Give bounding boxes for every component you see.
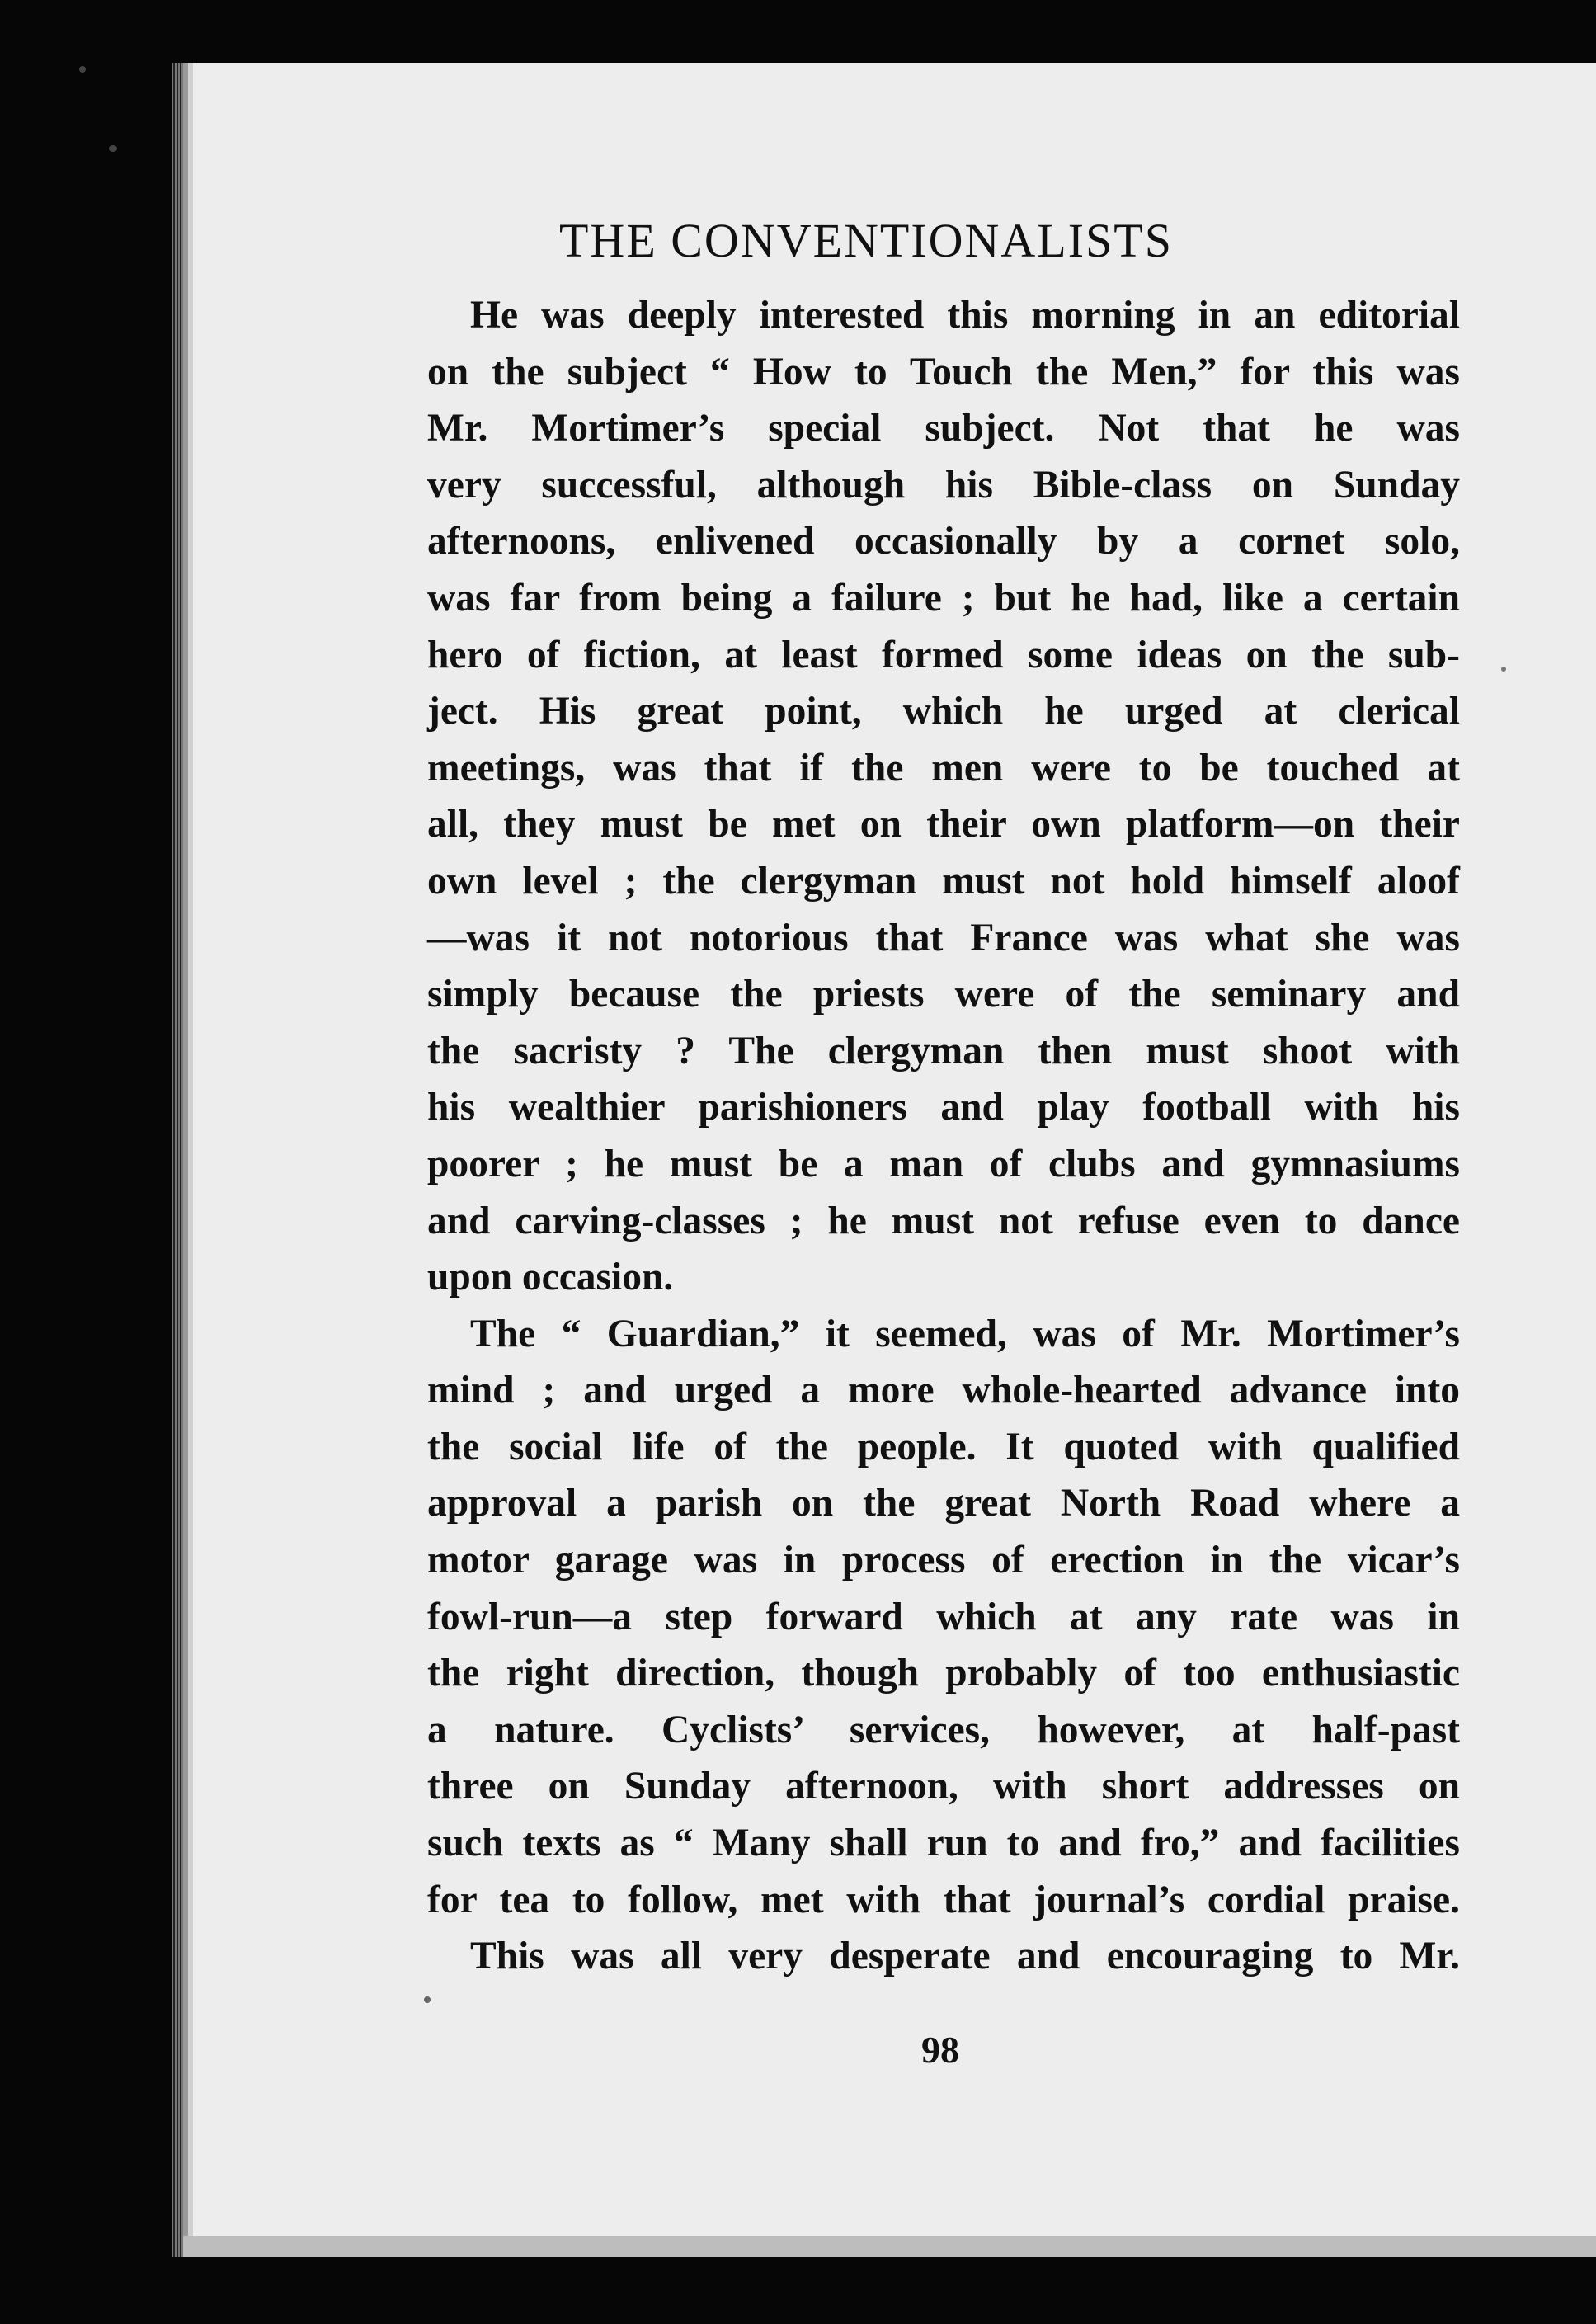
body-text: [427, 287, 1460, 1985]
text-line: afternoons, enlivened occasionally by a cornet solo,: [427, 520, 1460, 563]
text-line: meetings, was that if the men were to be touched at: [427, 746, 1460, 790]
text-line: own level ; the clergyman must not hold himself aloof: [427, 859, 1460, 903]
text-line: and carving-classes ; he must not refuse even to dance: [427, 1199, 1460, 1242]
text-line: —was it not notorious that France was what she was: [427, 916, 1460, 959]
text-line: his wealthier parishioners and play football with his: [427, 1086, 1460, 1129]
text-line: simply because the priests were of the seminary and: [427, 973, 1460, 1016]
text-line: all, they must be met on their own platform—on their: [427, 803, 1460, 846]
text-line: Mr. Mortimer’s special subject. Not that he was: [427, 407, 1460, 450]
text-line: a nature. Cyclists’ services, however, at half-past: [427, 1708, 1460, 1751]
text-line: This was all very desperate and encouraging to Mr.: [470, 1935, 1460, 1978]
text-line: the right direction, though probably of too enthusiastic: [427, 1652, 1460, 1695]
text-line: three on Sunday afternoon, with short addresses on: [427, 1765, 1460, 1808]
text-line: poorer ; he must be a man of clubs and gymnasiums: [427, 1142, 1460, 1186]
text-line: approval a parish on the great North Road where a: [427, 1482, 1460, 1525]
scan-speck: [1501, 667, 1506, 672]
text-line: was far from being a failure ; but he had, like a certain: [427, 576, 1460, 620]
text-line: on the subject “ How to Touch the Men,” for this was: [427, 350, 1460, 394]
text-line: motor garage was in process of erection in the vicar’s: [427, 1539, 1460, 1582]
text-line: upon occasion.: [427, 1256, 674, 1299]
text-line: fowl-run—a step forward which at any rate was in: [427, 1595, 1460, 1638]
page-bottom-shadow: [183, 2236, 1596, 2257]
page-number: 98: [921, 2029, 959, 2071]
text-line: very successful, although his Bible-class on Sunday: [427, 463, 1460, 507]
text-line: ject. His great point, which he urged at clerical: [427, 690, 1460, 733]
text-line: hero of fiction, at least formed some ideas on the sub-: [427, 633, 1460, 676]
scan-speck: [424, 1996, 431, 2003]
text-line: mind ; and urged a more whole-hearted advance into: [427, 1369, 1460, 1412]
running-head: THE CONVENTIONALISTS: [559, 214, 1173, 267]
text-line: the social life of the people. It quoted with qualified: [427, 1425, 1460, 1468]
scan-speck: [109, 145, 117, 152]
text-line: He was deeply interested this morning in an editorial: [470, 294, 1460, 337]
scan-speck: [79, 66, 86, 73]
text-line: for tea to follow, met with that journal’s cordial praise.: [427, 1878, 1460, 1921]
text-line: the sacristy ? The clergyman then must shoot with: [427, 1029, 1460, 1072]
text-line: such texts as “ Many shall run to and fro,” and facilities: [427, 1822, 1460, 1865]
text-line: The “ Guardian,” it seemed, was of Mr. Mortimer’s: [470, 1312, 1460, 1355]
